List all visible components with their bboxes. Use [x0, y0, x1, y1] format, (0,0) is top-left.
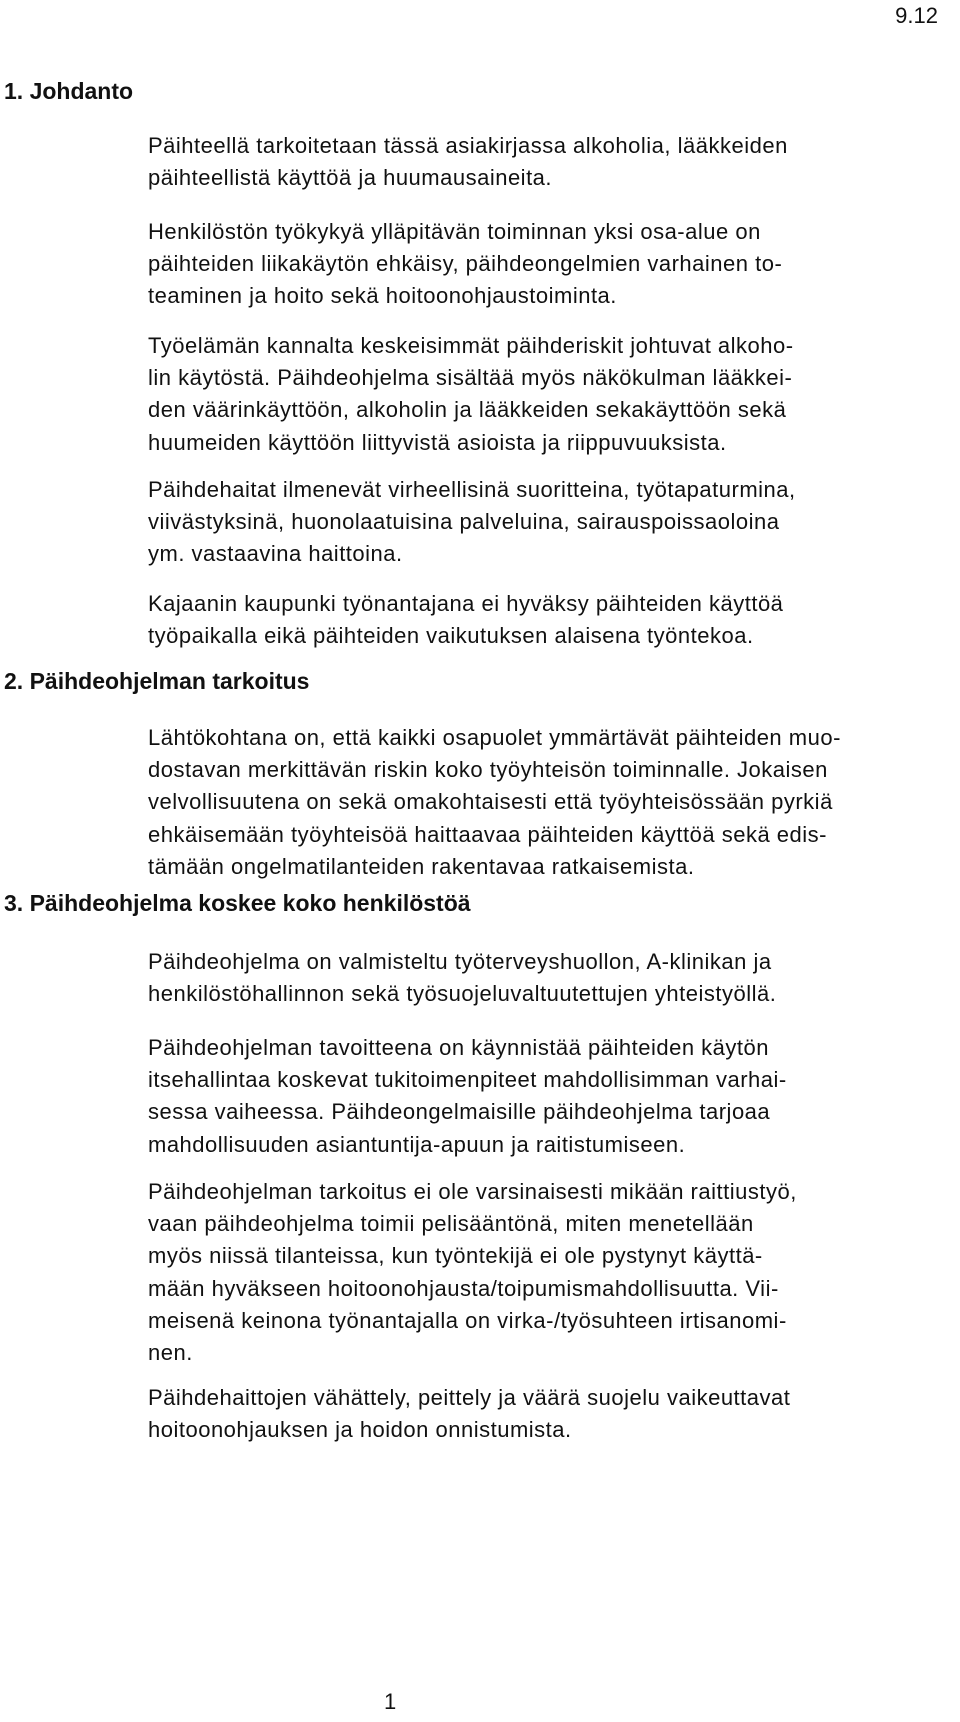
text-line: nen.: [148, 1340, 193, 1366]
text-line: Päihdeohjelma on valmisteltu työterveyshuollon, A-klinikan ja: [148, 949, 772, 974]
text-line: Kajaanin kaupunki työnantajana ei hyväksy päihteiden käyttöä: [148, 591, 784, 616]
paragraph: [148, 946, 948, 1010]
text-line: Päihdehaitat ilmenevät virheellisinä suoritteina, työtapaturmina,: [148, 477, 796, 502]
paragraph: [148, 474, 948, 571]
page-date: 9.12: [895, 3, 938, 28]
text-line: teaminen ja hoito sekä hoitoonohjaustoiminta.: [148, 283, 617, 309]
text-line: huumeiden käyttöön liittyvistä asioista ja riippuvuuksista.: [148, 429, 727, 455]
text-line: työpaikalla eikä päihteiden vaikutuksen alaisena työntekoa.: [148, 623, 754, 649]
text-line: myös niissä tilanteissa, kun työntekijä ei ole pystynyt käyttä-: [148, 1243, 763, 1269]
text-line: Päihteellä tarkoitetaan tässä asiakirjassa alkoholia, lääkkeiden: [148, 133, 788, 158]
page-number: 1: [384, 1689, 397, 1714]
text-line: Päihdehaittojen vähättely, peittely ja väärä suojelu vaikeuttavat: [148, 1385, 791, 1410]
text-line: dostavan merkittävän riskin koko työyhteisön toiminnalle. Jokaisen: [148, 757, 828, 783]
section-heading-henkilosto: 3. Päihdeohjelma koskee koko henkilöstöä: [4, 890, 471, 916]
section-heading-tarkoitus: 2. Päihdeohjelman tarkoitus: [4, 668, 310, 694]
paragraph: [148, 1176, 948, 1369]
text-line: tämään ongelmatilanteiden rakentavaa ratkaisemista.: [148, 853, 695, 879]
text-line: ym. vastaavina haittoina.: [148, 541, 403, 567]
section-heading-johdanto: 1. Johdanto: [4, 78, 134, 104]
text-line: lin käytöstä. Päihdeohjelma sisältää myös näkökulman lääkkei-: [148, 365, 793, 391]
paragraph: [148, 130, 948, 194]
paragraph: [148, 722, 948, 883]
text-line: päihteellistä käyttöä ja huumausaineita.: [148, 165, 553, 191]
paragraph: [148, 588, 948, 652]
text-line: den väärinkäyttöön, alkoholin ja lääkkeiden sekakäyttöön sekä: [148, 397, 787, 423]
text-line: meisenä keinona työnantajalla on virka-/työsuhteen irtisanomi-: [148, 1307, 787, 1333]
text-line: Henkilöstön työkykyä ylläpitävän toiminnan yksi osa-alue on: [148, 219, 761, 244]
text-line: mahdollisuuden asiantuntija-apuun ja raitistumiseen.: [148, 1131, 686, 1157]
paragraph: [148, 330, 948, 459]
text-line: itsehallintaa koskevat tukitoimenpiteet mahdollisimman varhai-: [148, 1067, 787, 1093]
text-line: Lähtökohtana on, että kaikki osapuolet ymmärtävät päihteiden muo-: [148, 725, 841, 750]
text-line: sessa vaiheessa. Päihdeongelmaisille päihdeohjelma tarjoaa: [148, 1099, 771, 1125]
text-line: mään hyväkseen hoitoonohjausta/toipumismahdollisuutta. Vii-: [148, 1275, 779, 1301]
paragraph: [148, 216, 948, 313]
text-line: ehkäisemään työyhteisöä haittaavaa päihteiden käyttöä sekä edis-: [148, 821, 827, 847]
text-line: vaan päihdeohjelma toimii pelisääntönä, miten menetellään: [148, 1211, 754, 1237]
text-line: velvollisuutena on sekä omakohtaisesti että työyhteisössään pyrkiä: [148, 789, 833, 815]
text-line: viivästyksinä, huonolaatuisina palveluina, sairauspoissaoloina: [148, 509, 780, 535]
text-line: hoitoonohjauksen ja hoidon onnistumista.: [148, 1417, 572, 1443]
text-line: Työelämän kannalta keskeisimmät päihderiskit johtuvat alkoho-: [148, 333, 794, 358]
paragraph: [148, 1032, 948, 1161]
text-line: henkilöstöhallinnon sekä työsuojeluvaltuutettujen yhteistyöllä.: [148, 981, 777, 1007]
text-line: Päihdeohjelman tavoitteena on käynnistää päihteiden käytön: [148, 1035, 769, 1060]
paragraph: [148, 1382, 948, 1446]
text-line: päihteiden liikakäytön ehkäisy, päihdeongelmien varhainen to-: [148, 251, 783, 277]
text-line: Päihdeohjelman tarkoitus ei ole varsinaisesti mikään raittiustyö,: [148, 1179, 797, 1204]
